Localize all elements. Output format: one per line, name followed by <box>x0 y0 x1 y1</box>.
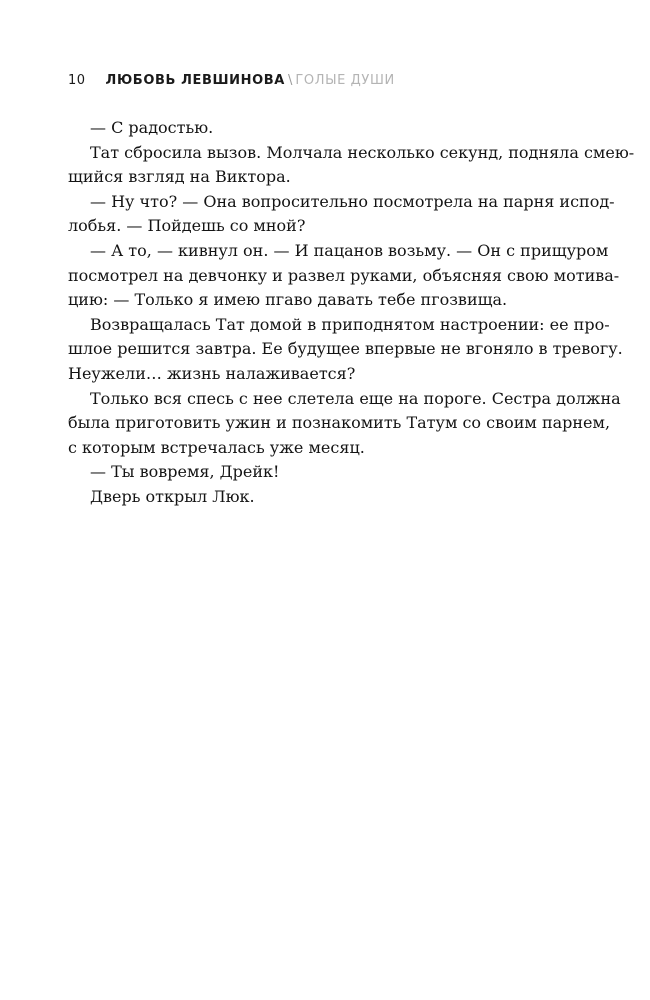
text-line: — Ну что? — Она вопросительно посмотрела на парня испод- <box>90 191 615 211</box>
header-separator: \ <box>287 73 293 88</box>
running-header <box>68 71 588 91</box>
book-title: ГОЛЫЕ ДУШИ <box>295 73 395 88</box>
text-line: Возвращалась Тат домой в приподнятом настроении: ее про- <box>90 314 610 334</box>
page-number: 10 <box>68 73 86 88</box>
text-line: лобья. — Пойдешь со мной? <box>68 216 306 236</box>
text-line: шлое решится завтра. Ее будущее впервые не вгоняло в тревогу. <box>68 339 623 359</box>
text-line: Дверь открыл Люк. <box>90 486 255 506</box>
text-line: Только вся спесь с нее слетела еще на пороге. Сестра должна <box>90 388 621 408</box>
text-line: цию: — Только я имею пгаво давать тебе пгозвища. <box>68 290 508 310</box>
text-line: — А то, — кивнул он. — И пацанов возьму. — Он с прищуром <box>90 240 609 260</box>
author-name: ЛЮБОВЬ ЛЕВШИНОВА <box>105 73 285 88</box>
text-line: — Ты вовремя, Дрейк! <box>90 462 280 482</box>
body-text <box>68 116 635 510</box>
text-line: Тат сбросила вызов. Молчала несколько секунд, подняла смею- <box>90 142 635 162</box>
text-line: щийся взгляд на Виктора. <box>68 167 291 187</box>
text-line: с которым встречалась уже месяц. <box>68 437 365 457</box>
text-line: посмотрел на девчонку и развел руками, объясняя свою мотива- <box>68 265 620 285</box>
text-line: Неужели… жизнь налаживается? <box>68 363 356 383</box>
text-line: — С радостью. <box>90 118 214 137</box>
text-line: была приготовить ужин и познакомить Татум со своим парнем, <box>68 413 611 433</box>
